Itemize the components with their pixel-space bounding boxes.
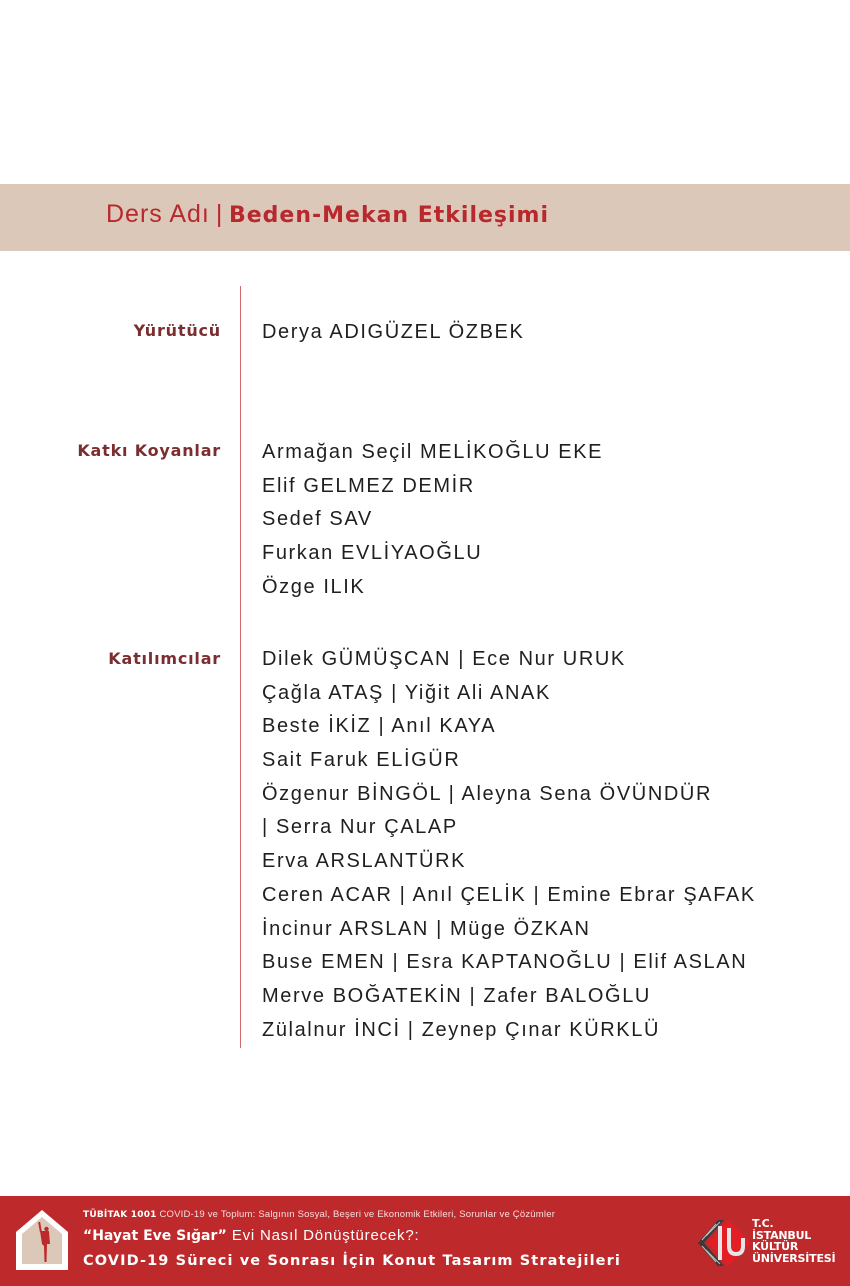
name-entry: Dilek GÜMÜŞCAN | Ece Nur URUK	[262, 648, 626, 670]
project-subtitle: COVID-19 Süreci ve Sonrası İçin Konut Tasarım Stratejileri	[83, 1253, 621, 1269]
program-name: TÜBİTAK 1001	[83, 1210, 157, 1220]
project-title-rest: Evi Nasıl Dönüştürecek?:	[226, 1227, 420, 1244]
names-yurutucu	[262, 316, 524, 350]
name-entry: Özgenur BİNGÖL | Aleyna Sena ÖVÜNDÜR	[262, 782, 712, 805]
names-katilimcilar	[262, 643, 756, 1047]
house-figure-logo-icon	[16, 1210, 68, 1270]
course-title-prefix: Ders Adı	[106, 200, 210, 228]
name-entry: | Serra Nur ÇALAP	[262, 816, 458, 839]
names-katki-koyanlar	[262, 436, 603, 604]
footer-banner	[0, 1196, 850, 1286]
name-entry: Furkan EVLİYAOĞLU	[262, 542, 483, 565]
label-katki-koyanlar: Katkı Koyanlar	[77, 441, 221, 460]
program-line	[83, 1209, 555, 1220]
name-entry: Erva ARSLANTÜRK	[262, 850, 467, 873]
course-name: Beden-Mekan Etkileşimi	[228, 203, 550, 228]
name-entry: Beste İKİZ | Anıl KAYA	[262, 715, 497, 738]
name-entry: Elif GELMEZ DEMİR	[262, 474, 475, 497]
vertical-divider	[240, 286, 241, 1048]
project-title-bold: “Hayat Eve Sığar”	[83, 1228, 227, 1244]
name-entry: Çağla ATAŞ | Yiğit Ali ANAK	[262, 681, 551, 704]
iku-university-logo-icon	[696, 1218, 752, 1268]
project-title-line	[83, 1227, 419, 1244]
name-entry: Derya ADIGÜZEL ÖZBEK	[262, 321, 525, 343]
course-title	[106, 200, 549, 229]
program-description: COVID-19 ve Toplum: Salgının Sosyal, Beşeri ve Ekonomik Etkileri, Sorunlar ve Çözümler	[156, 1209, 556, 1220]
name-entry: Armağan Seçil MELİKOĞLU EKE	[262, 441, 604, 463]
name-entry: Ceren ACAR | Anıl ÇELİK | Emine Ebrar ŞAFAK	[262, 883, 756, 906]
name-entry: Merve BOĞATEKİN | Zafer BALOĞLU	[262, 984, 651, 1007]
university-line-istanbul: İSTANBUL	[752, 1228, 812, 1242]
name-entry: Buse EMEN | Esra KAPTANOĞLU | Elif ASLAN	[262, 951, 748, 974]
university-line-tc: T.C.	[752, 1217, 774, 1230]
name-entry: İncinur ARSLAN | Müge ÖZKAN	[262, 917, 591, 940]
name-entry: Özge ILIK	[262, 575, 366, 598]
name-entry: Sait Faruk ELİGÜR	[262, 749, 461, 772]
label-katilimcilar: Katılımcılar	[108, 649, 221, 668]
label-yurutucu: Yürütücü	[133, 321, 221, 340]
university-line-universitesi: ÜNİVERSİTESİ	[752, 1251, 836, 1265]
name-entry: Sedef SAV	[262, 508, 373, 531]
university-name	[752, 1218, 835, 1264]
title-separator: |	[215, 200, 223, 228]
university-line-kultur: KÜLTÜR	[752, 1240, 799, 1253]
name-entry: Zülalnur İNCİ | Zeynep Çınar KÜRKLÜ	[262, 1018, 660, 1041]
